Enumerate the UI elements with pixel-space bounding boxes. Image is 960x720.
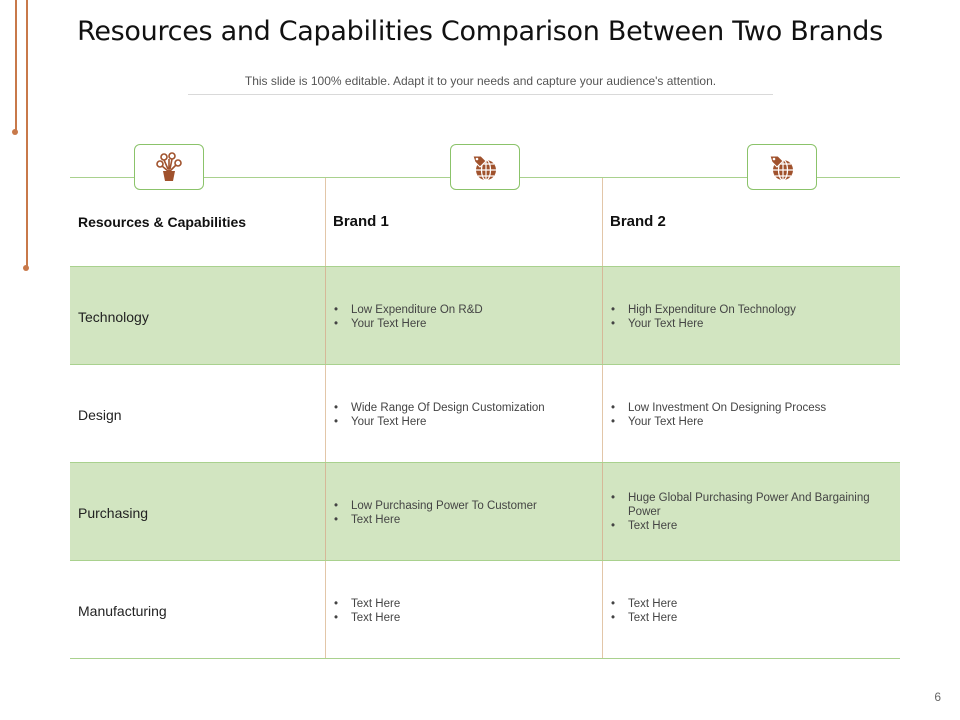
- row-label-cell: [70, 463, 325, 560]
- table-header-row: [70, 178, 900, 267]
- comparison-table: [70, 178, 900, 659]
- brand1-cell: [325, 365, 602, 462]
- brand2-cell: [602, 561, 900, 658]
- bullet-item: • Huge Global Purchasing Power And Bargaining Power: [611, 491, 890, 519]
- header-cell: [70, 178, 325, 266]
- bullet-item: • Text Here: [611, 611, 890, 625]
- row-label: Purchasing: [78, 505, 149, 521]
- bullet-list: [611, 491, 890, 533]
- bullet-item: • Your Text Here: [611, 317, 890, 331]
- bullet-list: [334, 401, 592, 429]
- bullet-list: [611, 303, 890, 331]
- brand2-cell: [602, 463, 900, 560]
- row-label-cell: [70, 267, 325, 364]
- subtitle-container: [188, 74, 773, 95]
- header-cell: [325, 178, 602, 266]
- table-row: [70, 463, 900, 561]
- bullet-item: • Wide Range Of Design Customization: [334, 401, 592, 415]
- header-cell: [602, 178, 900, 266]
- page-number: 6: [934, 690, 941, 704]
- brand2-cell: [602, 365, 900, 462]
- decorative-side-dot: [12, 129, 18, 135]
- row-label: Design: [78, 407, 122, 423]
- row-label: Technology: [78, 309, 149, 325]
- bullet-list: [334, 303, 592, 331]
- table-row: [70, 267, 900, 365]
- decorative-side-dot: [23, 265, 29, 271]
- table-row: [70, 365, 900, 463]
- table-row: [70, 561, 900, 659]
- slide-subtitle: This slide is 100% editable. Adapt it to your needs and capture your audience's attention.: [244, 74, 717, 88]
- bullet-item: • High Expenditure On Technology: [611, 303, 890, 317]
- brand1-cell: [325, 561, 602, 658]
- row-label-cell: [70, 561, 325, 658]
- row-label-cell: [70, 365, 325, 462]
- bullet-list: [611, 597, 890, 625]
- brand1-cell: [325, 463, 602, 560]
- bullet-item: • Your Text Here: [334, 415, 592, 429]
- bullet-item: • Text Here: [611, 519, 890, 533]
- bullet-item: • Low Expenditure On R&D: [334, 303, 592, 317]
- bullet-item: • Text Here: [334, 513, 592, 527]
- brand2-cell: [602, 267, 900, 364]
- bullet-item: • Low Investment On Designing Process: [611, 401, 890, 415]
- brand1-cell: [325, 267, 602, 364]
- header-brand1-label: Brand 1: [333, 213, 389, 230]
- bullet-item: • Text Here: [611, 597, 890, 611]
- bullet-list: [611, 401, 890, 429]
- bullet-item: • Your Text Here: [334, 317, 592, 331]
- bullet-list: [334, 499, 592, 527]
- row-label: Manufacturing: [78, 603, 167, 619]
- bullet-item: • Your Text Here: [611, 415, 890, 429]
- bullet-item: • Text Here: [334, 611, 592, 625]
- header-brand2-label: Brand 2: [610, 213, 666, 230]
- header-resources-label: Resources & Capabilities: [78, 214, 247, 230]
- bullet-list: [334, 597, 592, 625]
- bullet-item: • Low Purchasing Power To Customer: [334, 499, 592, 513]
- slide-title: Resources and Capabilities Comparison Between Two Brands: [77, 16, 883, 47]
- bullet-item: • Text Here: [334, 597, 592, 611]
